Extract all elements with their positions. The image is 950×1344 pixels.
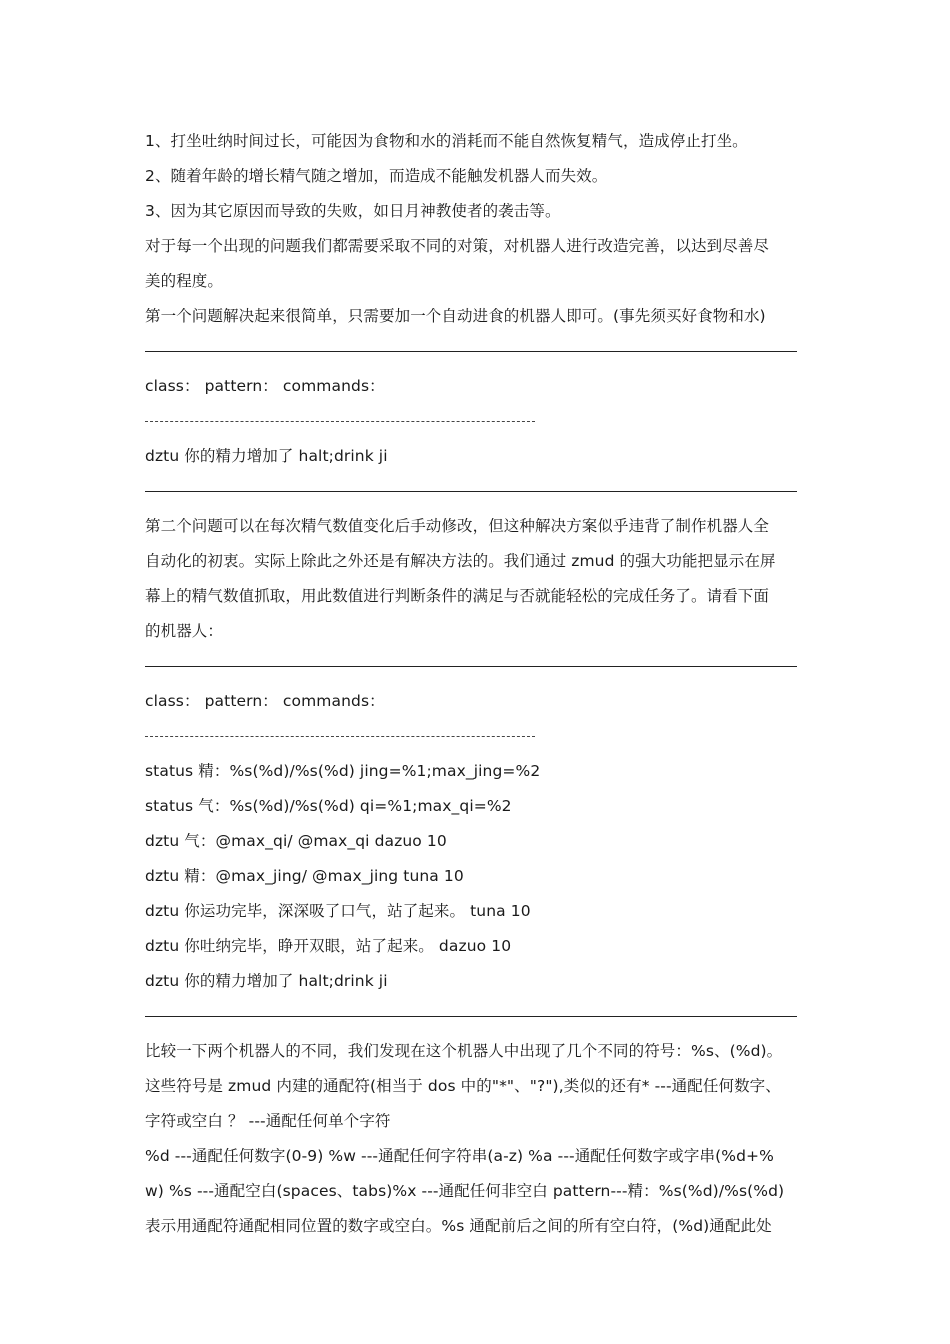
paragraph-second-solution-line-2: 自动化的初衷。实际上除此之外还是有解决方法的。我们通过 zmud 的强大功能把显示在屏 — [145, 552, 776, 570]
paragraph-comparison-line-6: 表示用通配符通配相同位置的数字或空白。%s 通配前后之间的所有空白符，(%d)通配此处 — [145, 1217, 772, 1235]
paragraph-first-solution: 第一个问题解决起来很简单，只需要加一个自动进食的机器人即可。(事先须买好食物和水) — [145, 307, 766, 325]
paragraph-issue-2: 2、随着年龄的增长精气随之增加，而造成不能触发机器人而失效。 — [145, 167, 608, 185]
dashed-separator — [145, 719, 815, 754]
horizontal-rule — [145, 649, 815, 684]
table2-row: dztu 气：@max_qi/ @max_qi dazuo 10 — [145, 832, 447, 850]
table2-row: dztu 你运功完毕，深深吸了口气，站了起来。 tuna 10 — [145, 902, 531, 920]
horizontal-rule — [145, 999, 815, 1034]
paragraph-strategy-line-1: 对于每一个出现的问题我们都需要采取不同的对策，对机器人进行改造完善，以达到尽善尽 — [145, 237, 770, 255]
table1-row: dztu 你的精力增加了 halt;drink ji — [145, 447, 388, 465]
table2-row: dztu 精：@max_jing/ @max_jing tuna 10 — [145, 867, 464, 885]
paragraph-comparison-line-3: 字符或空白 ？ ---通配任何单个字符 — [145, 1112, 391, 1130]
horizontal-rule — [145, 334, 815, 369]
paragraph-comparison-line-1: 比较一下两个机器人的不同，我们发现在这个机器人中出现了几个不同的符号：%s、(%d)。 — [145, 1042, 783, 1060]
table2-row: dztu 你吐纳完毕，睁开双眼，站了起来。 dazuo 10 — [145, 937, 512, 955]
paragraph-comparison-line-2: 这些符号是 zmud 内建的通配符(相当于 dos 中的"*"、"?"),类似的还有* ---通配任何数字、 — [145, 1077, 781, 1095]
paragraph-issue-3: 3、因为其它原因而导致的失败，如日月神教使者的袭击等。 — [145, 202, 561, 220]
paragraph-comparison-line-5: w) %s ---通配空白(spaces、tabs)%x ---通配任何非空白 pattern---精：%s(%d)/%s(%d) — [145, 1182, 785, 1200]
paragraph-strategy-line-2: 美的程度。 — [145, 272, 224, 290]
paragraph-comparison-line-4: %d ---通配任何数字(0-9) %w ---通配任何字符串(a-z) %a ---通配任何数字或字串(%d+% — [145, 1147, 774, 1165]
table2-row: status 气：%s(%d)/%s(%d) qi=%1;max_qi=%2 — [145, 797, 512, 815]
dashed-separator — [145, 404, 815, 439]
table2-row: dztu 你的精力增加了 halt;drink ji — [145, 972, 388, 990]
document-body — [145, 124, 815, 1244]
paragraph-issue-1: 1、打坐吐纳时间过长，可能因为食物和水的消耗而不能自然恢复精气，造成停止打坐。 — [145, 132, 748, 150]
paragraph-second-solution-line-1: 第二个问题可以在每次精气数值变化后手动修改，但这种解决方案似乎违背了制作机器人全 — [145, 517, 770, 535]
paragraph-second-solution-line-4: 的机器人： — [145, 622, 224, 640]
paragraph-second-solution-line-3: 幕上的精气数值抓取，用此数值进行判断条件的满足与否就能轻松的完成任务了。请看下面 — [145, 587, 770, 605]
table2-header: class： pattern： commands： — [145, 692, 385, 710]
table1-header: class： pattern： commands： — [145, 377, 385, 395]
table2-row: status 精：%s(%d)/%s(%d) jing=%1;max_jing=%2 — [145, 762, 541, 780]
horizontal-rule — [145, 474, 815, 509]
